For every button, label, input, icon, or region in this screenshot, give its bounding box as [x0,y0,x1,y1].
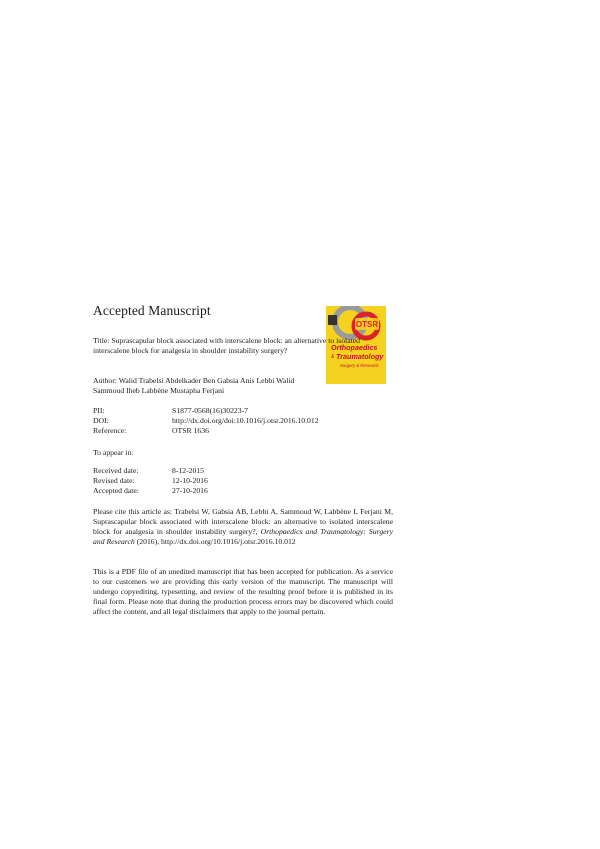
title-label: Title: [93,336,110,345]
identifier-label: DOI: [93,416,109,425]
title-section [93,336,393,356]
identifier-label: PII: [93,406,105,415]
identifier-list [93,406,393,436]
to-appear-label: To appear in: [93,448,134,457]
citation-paragraph [93,507,393,547]
page-heading: Accepted Manuscript [93,303,211,318]
doi-link[interactable]: http://dx.doi.org/doi:10.1016/j.otsr.2016.10.012 [172,416,319,425]
date-list [93,466,393,496]
date-row-accepted [93,486,393,496]
author-list: Walid Trabelsi Abdelkader Ben Gabsia Anis Lebbi Walid Sammoud Iheb Labbène Mustapha Ferjani [93,376,295,395]
identifier-value: OTSR 1636 [172,426,209,435]
identifier-label: Reference: [93,426,127,435]
identifier-value: S1877-0568(16)30223-7 [172,406,249,415]
citation-doi: (2016), http://dx.doi.org/10.1016/j.otsr.2016.10.012 [136,537,296,546]
author-section [93,376,303,396]
cover-badge: OTSR [355,320,379,329]
date-value: 27-10-2016 [172,486,208,495]
author-label: Author: [93,376,117,385]
publisher-logo-icon [328,315,337,325]
cover-title-amp: & [331,354,335,360]
date-value: 8-12-2015 [172,466,205,475]
citation-journal: Orthopaedics and Traumatology: Surgery and Research [93,527,393,546]
cover-title-line1: Orthopaedics [331,343,378,352]
identifier-row-doi [93,416,393,426]
date-label: Revised date: [93,476,135,485]
cover-title-line3: Surgery & Research [340,363,379,368]
citation-text: Please cite this article as: Trabelsi W, Gabsia AB, Lebbi A, Sammoud W, Labbène I, Ferjani M, Suprascapular block associated with interscalene block: an alternative to isolated interscalene block for analgesia in shoulder instability surgery?, [93,507,393,536]
date-row-received [93,466,393,476]
identifier-row-reference [93,426,393,436]
date-row-revised [93,476,393,486]
date-label: Received date: [93,466,139,475]
date-value: 12-10-2016 [172,476,208,485]
date-label: Accepted date: [93,486,139,495]
cover-title-line2: Traumatology [336,352,384,361]
identifier-row-pii [93,406,393,416]
article-title: Suprascapular block associated with interscalene block: an alternative to isolated interscalene block for analgesia in shoulder instability surgery? [93,336,361,355]
disclaimer-paragraph: This is a PDF file of an unedited manuscript that has been accepted for publication. As a service to our customers we are providing this early version of the manuscript. The manuscript will undergo copyediting, typesetting, and review of the resulting proof before it is published in its final form. Please note that during the production process errors may be discovered which could affect the content, and all legal disclaimers that apply to the journal pertain. [93,567,393,616]
